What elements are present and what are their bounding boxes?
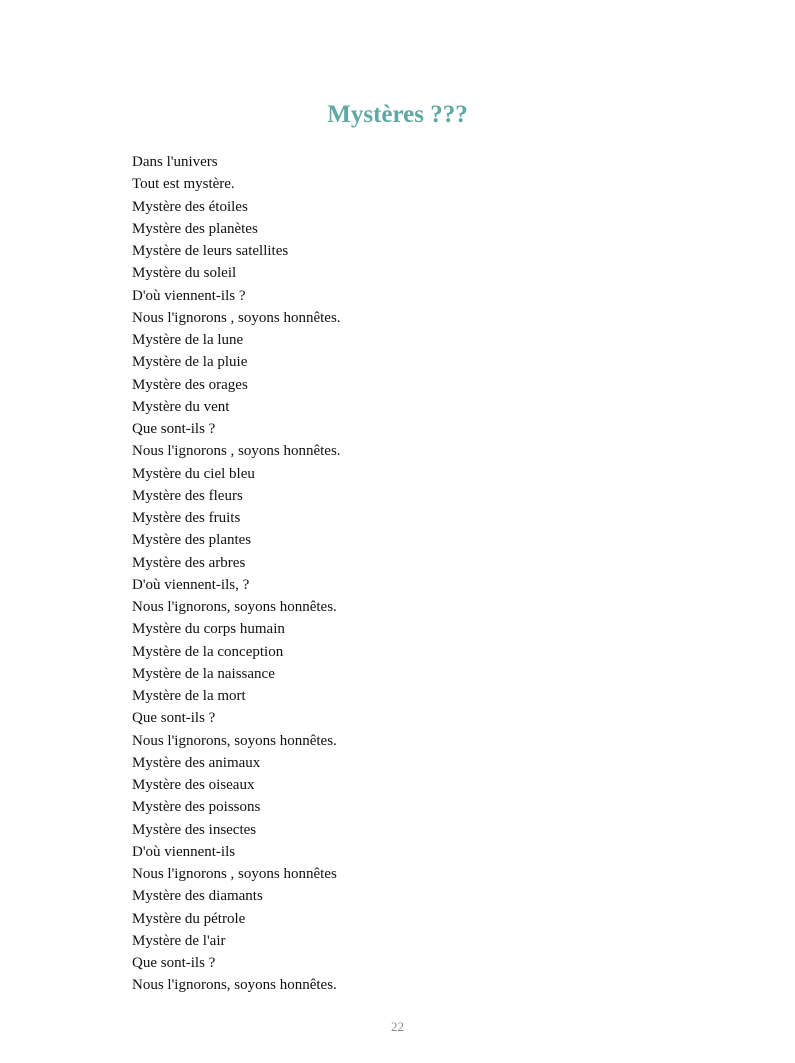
poem-line: Dans l'univers: [132, 154, 218, 170]
poem-line: D'où viennent-ils: [132, 843, 236, 860]
poem-line: Tout est mystère.: [132, 176, 235, 193]
page-title: Mystères ???: [327, 101, 468, 128]
poem-line: Nous l'ignorons , soyons honnêtes.: [132, 309, 341, 326]
poem-line: Mystère des animaux: [132, 754, 261, 771]
page-number: 22: [391, 1019, 404, 1034]
poem-line: Nous l'ignorons, soyons honnêtes.: [132, 977, 337, 994]
poem-line: Mystère des étoiles: [132, 198, 248, 215]
poem-line: Mystère du soleil: [132, 265, 237, 282]
poem-line: Mystère des planètes: [132, 220, 258, 237]
poem-line: Que sont-ils ?: [132, 710, 216, 727]
poem-line: Nous l'ignorons , soyons honnêtes.: [132, 443, 341, 460]
poem-line: Mystère des fruits: [132, 510, 241, 526]
poem-line: Mystère du pétrole: [132, 910, 246, 927]
poem-line: Mystère de la lune: [132, 332, 244, 348]
poem-line: Mystère de la mort: [132, 688, 246, 704]
poem-line: Mystère des fleurs: [132, 487, 243, 504]
poem-line: Nous l'ignorons , soyons honnêtes: [132, 866, 337, 882]
poem-line: Mystère des insectes: [132, 821, 257, 838]
poem-line: Mystère de la naissance: [132, 665, 275, 682]
poem-line: Mystère de leurs satellites: [132, 243, 289, 259]
poem-line: Que sont-ils ?: [132, 421, 216, 437]
poem-line: Mystère des orages: [132, 376, 248, 393]
poem-line: Nous l'ignorons, soyons honnêtes.: [132, 599, 337, 615]
poem-line: D'où viennent-ils ?: [132, 287, 246, 304]
poem-line: Mystère du corps humain: [132, 621, 285, 638]
poem-line: Mystère de la conception: [132, 643, 284, 660]
poem-line: Mystère du vent: [132, 398, 230, 415]
poem-line: Mystère des oiseaux: [132, 777, 255, 793]
poem-line: Mystère des diamants: [132, 888, 263, 905]
poem-line: Mystère des arbres: [132, 554, 246, 571]
poem-line: Nous l'ignorons, soyons honnêtes.: [132, 732, 337, 749]
poem-line: Mystère des poissons: [132, 799, 261, 816]
poem-line: Mystère des plantes: [132, 532, 252, 549]
poem-line: Mystère du ciel bleu: [132, 465, 255, 482]
poem-line: Mystère de l'air: [132, 932, 226, 949]
poem-line: Mystère de la pluie: [132, 354, 248, 371]
poem-body: [132, 151, 692, 997]
poem-line: D'où viennent-ils, ?: [132, 576, 250, 593]
poem-line: Que sont-ils ?: [132, 955, 216, 971]
